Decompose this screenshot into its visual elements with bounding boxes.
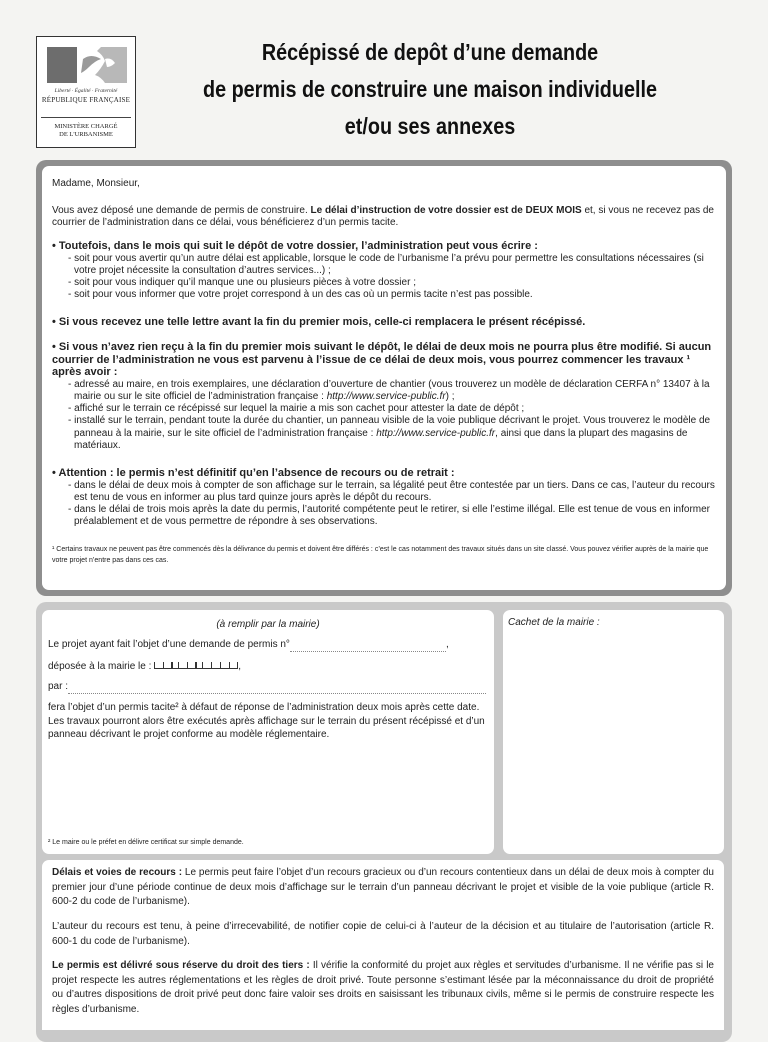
recours-p1-text: Le permis peut faire l’objet d’un recours gracieux ou d’un recours contentieux dans un délai de deux mois à compter du premier jour d’une période continue de deux mois d’affichage sur le terrain d’un panneau décrivant le projet et visible de la voie publique (article R. 600-2 du code de l’urbanisme). xyxy=(52,867,714,908)
recours-paragraph-2: L’auteur du recours est tenu, à peine d’irrecevabilité, de notifier copie de celui-ci à l’auteur de la décision et au titulaire de l’autorisation (article R. 600-1 du code de l’urbanisme). xyxy=(52,921,714,947)
bullet-attention-item: - dans le délai de deux mois à compter de son affichage sur le terrain, sa légalité peut être contestée par un tiers. Dans ce cas, l’auteur du recours est tenu de vous en informer au plus tard quinze jours après le dépôt du recours. xyxy=(68,479,715,503)
marianne-emblem-icon xyxy=(45,45,129,85)
permit-number-field[interactable] xyxy=(290,651,446,652)
deposit-date-label: déposée à la mairie le : xyxy=(48,661,152,672)
intro-text-a: Vous avez déposé une demande de permis de construire. xyxy=(52,205,311,216)
service-public-link[interactable]: http://www.service-public.fr xyxy=(326,390,446,402)
bullet-rien-recu-head: • Si vous n’avez rien reçu à la fin du premier mois suivant le dépôt, le délai de deux mois ne pourra plus être modifié. Si aucun courrier de l’administration ne vous est parvenu à l’issue de ce délai de deux mois, vous pourrez commencer les travaux ¹ après avoir : xyxy=(52,341,712,378)
motto: Liberté · Égalité · Fraternité xyxy=(54,88,118,94)
bullet-toutefois-item: - soit pour vous indiquer qu’il manque une ou plusieurs pièces à votre dossier ; xyxy=(68,277,416,289)
bullet-toutefois-head: • Toutefois, dans le mois qui suit le dépôt de votre dossier, l’administration peut vous écrire : xyxy=(52,240,538,252)
bullet-rien-recu-item: - affiché sur le terrain ce récépissé sur lequel la mairie a mis son cachet pour attester la date de dépôt ; xyxy=(68,403,525,415)
intro-bold: Le délai d’instruction de votre dossier est de DEUX MOIS xyxy=(310,205,582,216)
item3-text-a: - installé sur le terrain, pendant toute la durée du chantier, un panneau visible de la voie publique décrivant le projet. Vous trouverez le modèle de panneau à la mairie, sur le site officiel de l’administration française : xyxy=(68,415,711,439)
bullet-rien-recu xyxy=(52,341,716,452)
cachet-box[interactable] xyxy=(503,610,724,854)
ministere-line-1: MINISTÈRE CHARGÉ xyxy=(54,123,118,130)
cachet-label: Cachet de la mairie : xyxy=(508,617,600,628)
mairie-caption: (à remplir par la mairie) xyxy=(216,619,320,630)
notice-panel xyxy=(42,166,726,590)
bullet-lettre xyxy=(52,316,716,329)
item1-text-a: - adressé au maire, en trois exemplaires, une déclaration d’ouverture de chantier (vous trouverez un modèle de déclaration CERFA n° 13407 à la mairie ou sur le site officiel de l’administration française : xyxy=(68,378,710,402)
page-title xyxy=(198,34,662,145)
greeting: Madame, Monsieur, xyxy=(52,178,140,189)
bullet-attention-item: - dans le délai de trois mois après la date du permis, l’autorité compétente peut le retirer, si elle l’estime illégal. Elle est tenue de vous en informer préalablement et de vous permettre de répondre à ses observations. xyxy=(68,504,710,528)
recours-paragraph-3 xyxy=(52,959,714,1017)
item1-text-b: ) ; xyxy=(445,390,455,402)
applicant-label: par : xyxy=(48,681,69,692)
logo-divider xyxy=(41,117,131,118)
bullet-rien-recu-item xyxy=(68,379,716,404)
ministere-line-2: DE L'URBANISME xyxy=(59,131,113,138)
item3-text-b: , ainsi que dans la plupart des magasins de matériaux. xyxy=(74,427,688,451)
permit-number-line: Le projet ayant fait l’objet d’une demande de permis n° , xyxy=(48,639,449,650)
bullet-attention-head: • Attention : le permis n’est définitif qu’en l’absence de recours ou de retrait : xyxy=(52,467,455,479)
footnote-1: ¹ Certains travaux ne peuvent pas être commencés dès la délivrance du permis et doivent être différés : c’est le cas notamment des travaux situés dans un site classé. Vous pouvez vérifier auprès de la mairie que votre projet n’entre pas dans ces cas. xyxy=(52,546,709,564)
bullet-lettre-head: • Si vous recevez une telle lettre avant la fin du premier mois, celle-ci remplacera le présent récépissé. xyxy=(52,316,586,328)
ministere xyxy=(37,123,135,139)
bullet-toutefois-item: - soit pour vous informer que votre projet correspond à un des cas où un permis tacite n’est pas possible. xyxy=(68,289,533,301)
title-line-1: Récépissé de depôt d’une demande xyxy=(261,39,599,65)
permit-number-label: Le projet ayant fait l’objet d’une demande de permis n° xyxy=(48,639,290,650)
recours-paragraph-1 xyxy=(52,866,714,910)
recours-p1-bold: Délais et voies de recours : xyxy=(52,867,183,878)
republique-francaise: RÉPUBLIQUE FRANÇAISE xyxy=(41,96,131,104)
service-public-link[interactable]: http://www.service-public.fr xyxy=(376,427,496,439)
bullet-rien-recu-item xyxy=(68,415,716,452)
bullet-toutefois-item: - soit pour vous avertir qu’un autre délai est applicable, lorsque le code de l’urbanisme l’a prévu pour permettre les consultations nécessaires (si votre projet nécessite la consultation d’autres services...) ; xyxy=(68,252,704,276)
recours-p3-bold: Le permis est délivré sous réserve du droit des tiers : xyxy=(52,960,310,971)
recours-p3-text: Il vérifie la conformité du projet aux règles et servitudes d’urbanisme. Il ne vérifie pas si le projet respecte les autres réglementations et les règles de droit privé. Toute personne s’estimant lésée par la méconnaissance du droit de propriété ou d’autres dispositions de droit privé peut donc faire valoir ses droits en saisissant les tribunaux civils, même si le permis de construire respecte les règles d’urbanisme. xyxy=(52,960,714,1015)
applicant-line xyxy=(48,680,488,694)
recours-box xyxy=(42,860,724,1030)
applicant-field[interactable] xyxy=(68,693,486,694)
republique-logo xyxy=(36,36,136,148)
bullet-attention xyxy=(52,467,716,529)
mairie-form xyxy=(42,610,494,854)
mairie-body: fera l’objet d’un permis tacite² à défaut de réponse de l’administration deux mois après cette date. Les travaux pourront alors être exécutés après affichage sur le terrain du présent récépissé et d’un panneau décrivant le projet conforme au modèle réglementaire. xyxy=(48,702,485,740)
bullet-toutefois xyxy=(52,240,716,302)
footnote-2: ² Le maire ou le préfet en délivre certificat sur simple demande. xyxy=(48,839,244,846)
title-line-2: de permis de construire une maison individuelle xyxy=(203,76,657,102)
title-line-3: et/ou ses annexes xyxy=(344,113,516,139)
deposit-date-field[interactable] xyxy=(154,660,238,674)
intro-paragraph xyxy=(52,205,716,230)
intro-text-b: et, si vous ne recevez pas de courrier de l’administration dans ce délai, vous bénéficierez d’un permis tacite. xyxy=(52,205,714,229)
deposit-date-line: déposée à la mairie le : , xyxy=(48,661,241,672)
